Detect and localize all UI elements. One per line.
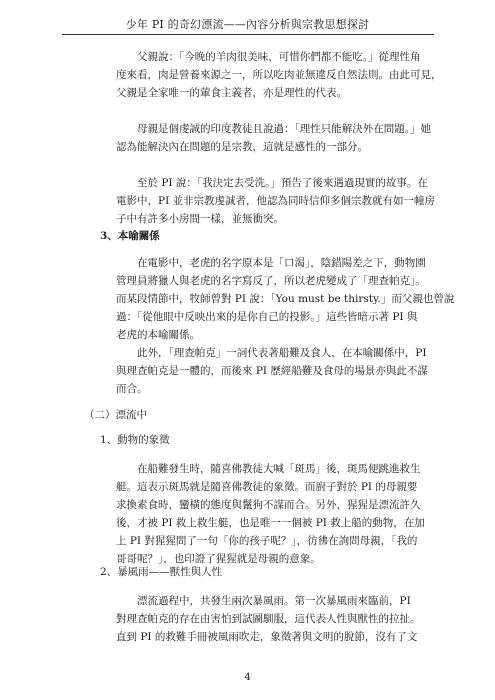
text-line: 在船難發生時，隨喜佛教徒大喊「斑馬」後，斑馬便跳進救生 (137, 463, 421, 475)
sub-heading: 2、暴風雨——獸性與人性 (100, 566, 223, 578)
text-line: 過：「從他眼中反映出來的是你自己的投影。」這些皆暗示著 PI 與 (116, 311, 418, 323)
header-rule (62, 34, 434, 35)
text-line: 度來看，肉是營養來源之一，所以吃肉並無違反自然法則。由此可見， (116, 69, 442, 81)
text-line: 上 PI 對猩猩問了一句「你的孩子呢？」，彷彿在詢問母親，「我的 (116, 535, 418, 547)
text-line: 後，才被 PI 救上救生艇，也是唯一一個被 PI 救上船的動物，在加 (116, 517, 425, 529)
text-line: 與理查帕克是一體的，而後來 PI 歷經船難及食母的場景亦與此不謀 (116, 365, 428, 377)
text-line: 在電影中，老虎的名字原本是「口渴」，陰錯陽差之下，動物園 (137, 257, 426, 269)
text-line: 直到 PI 的救難手冊被風雨吹走，象徵著與文明的脫節，沒有了文 (116, 631, 418, 643)
paragraph-pi (116, 174, 434, 228)
paragraph-names (116, 254, 455, 344)
paragraph-richard-parker (116, 344, 434, 398)
section-heading: 3、本喻關係 (100, 230, 160, 242)
text-line: 母親是個虔誠的印度教徒且說過：「理性只能解決外在問題。」她 (137, 123, 431, 135)
page-header: 少年 PI 的奇幻漂流——內容分析與宗教思想探討 (125, 18, 370, 31)
text-line: 艇。這表示斑馬就是隨喜佛教徒的象徵。而廚子對於 PI 的母親要 (116, 481, 418, 493)
text-line: 而合。 (116, 383, 148, 395)
text-line: 父親說：「今晚的羊肉很美味，可惜你們都不能吃。」從理性角 (137, 51, 421, 63)
text-line: 管理員將獵人與老虎的名字寫反了，所以老虎變成了「理查帕克」。 (116, 275, 426, 287)
text-line: 求換素食時，蠻橫的態度與鬣狗不謀而合。另外，猩猩是漂流許久 (116, 499, 421, 511)
text-line: 哥哥呢？」，也印證了猩猩就是母親的意象。 (116, 553, 321, 565)
text-line: 對理查帕克的存在由害怕到試圖馴服，這代表人性與獸性的拉扯。 (116, 613, 421, 625)
text-line: 老虎的本喻關係。 (116, 329, 200, 341)
text-line: 父親是全家唯一的葷食主義者，亦是理性的代表。 (116, 87, 347, 99)
sub-heading: 1、動物的象徵 (100, 434, 170, 446)
paragraph-animals (116, 460, 434, 568)
paragraph-father (116, 48, 442, 102)
text-line: 至於 PI 說：「我決定去受洗。」預告了後來遇過現實的故事。在 (137, 177, 428, 189)
paragraph-storm (116, 592, 434, 646)
text-line: 此外，「理查帕克」一詞代表著船難及食人，在本喻關係中，PI (137, 347, 427, 359)
text-line: 認為能解決內在問題的是宗教，這就是感性的一部分。 (116, 141, 368, 153)
text-line: 電影中，PI 並非宗教虔誠者，他認為同時信仰多個宗教就有如一幢房 (116, 195, 436, 207)
text-line: 子中有許多小房間一樣，並無衝突。 (116, 213, 284, 225)
section-heading: （二）漂流中 (84, 409, 147, 421)
text-line: 而某段情節中，牧師曾對 PI 說：「You must be thirsty.」而父親也曾說 (116, 293, 455, 305)
page-number: 4 (244, 672, 251, 683)
text-line: 漂流過程中，共發生兩次暴風雨。第一次暴風雨來臨前，PI (137, 595, 411, 607)
paragraph-mother (116, 120, 434, 156)
